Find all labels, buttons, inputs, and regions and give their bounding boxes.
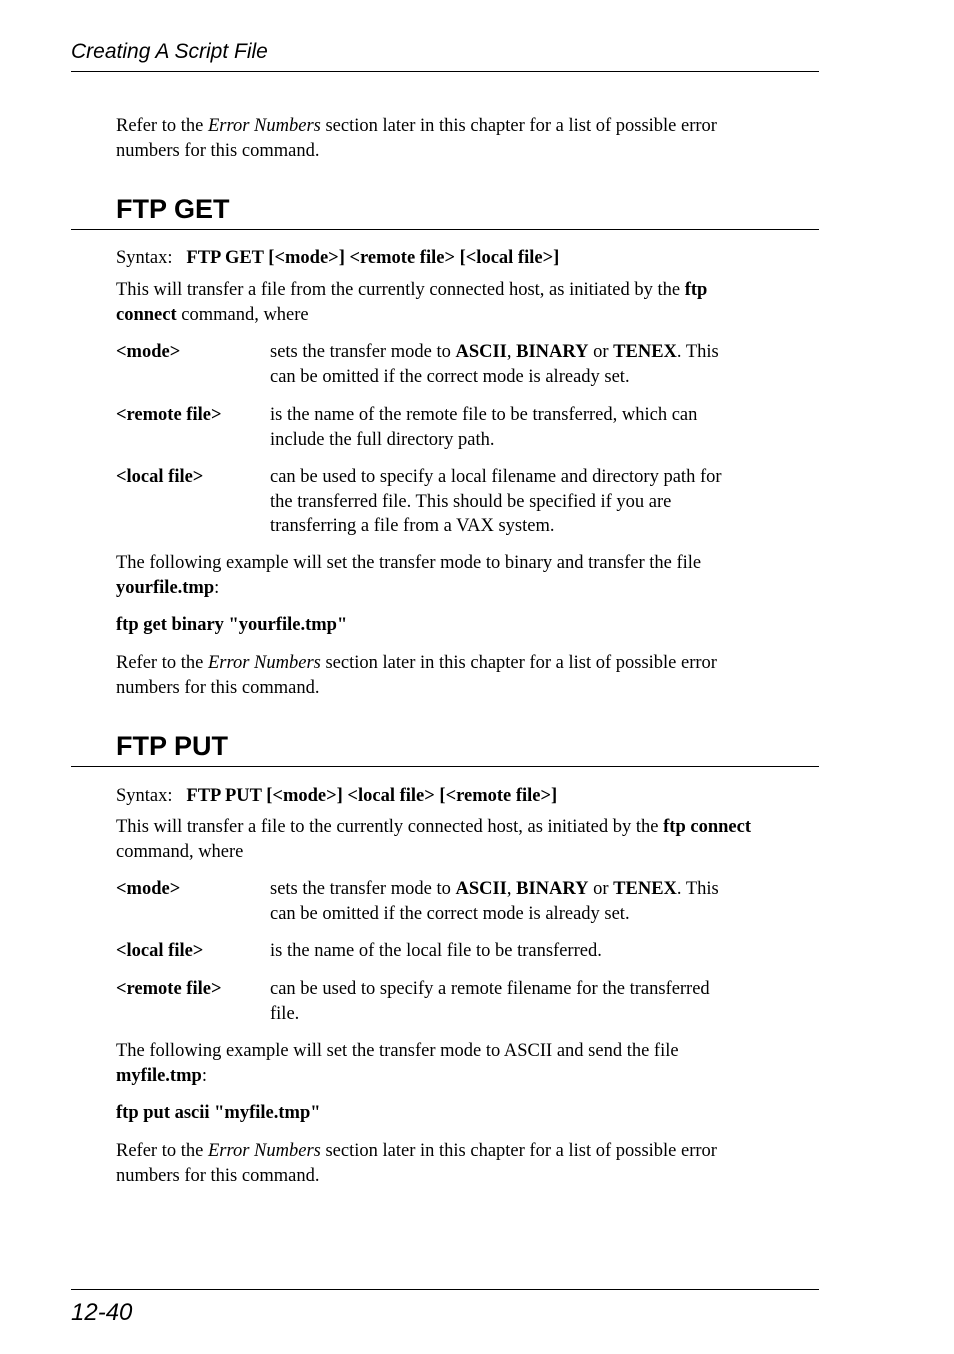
param-term-remote-file: <remote file>: [116, 405, 222, 425]
refer-paragraph-ftp-put: Refer to the Error Numbers section later in this chapter for a list of possible error numbers for this command.: [116, 1141, 717, 1186]
param-def-remote-file: can be used to specify a remote filename for the transferred file.: [270, 979, 710, 1024]
section-heading-ftp-get: FTP GET: [116, 194, 230, 224]
refer-paragraph-ftp-get: Refer to the Error Numbers section later in this chapter for a list of possible error numbers for this command.: [116, 653, 717, 698]
param-def-local-file: can be used to specify a local filename and directory path for the transferred file. This should be specified if you are transferring a file from a VAX system.: [270, 467, 722, 536]
param-term-remote-file: <remote file>: [116, 979, 222, 999]
header-rule: [71, 71, 819, 72]
param-term-mode: <mode>: [116, 879, 181, 899]
intro-paragraph: Refer to the Error Numbers section later in this chapter for a list of possible error numbers for this command.: [116, 116, 717, 161]
syntax-line-ftp-get: Syntax: FTP GET [<mode>] <remote file> [<local file>]: [116, 248, 560, 268]
param-def-remote-file: is the name of the remote file to be transferred, which can include the full directory path.: [270, 405, 698, 450]
example-command-ftp-get: ftp get binary "yourfile.tmp": [116, 615, 348, 635]
param-def-mode: sets the transfer mode to ASCII, BINARY or TENEX. This can be omitted if the correct mode is already set.: [270, 879, 719, 924]
syntax-line-ftp-put: Syntax: FTP PUT [<mode>] <local file> [<remote file>]: [116, 786, 558, 806]
section-rule-ftp-get: [71, 229, 819, 230]
param-term-local-file: <local file>: [116, 941, 204, 961]
example-command-ftp-put: ftp put ascii "myfile.tmp": [116, 1103, 321, 1123]
param-def-mode: sets the transfer mode to ASCII, BINARY or TENEX. This can be omitted if the correct mode is already set.: [270, 342, 719, 387]
param-term-local-file: <local file>: [116, 467, 204, 487]
section-heading-ftp-put: FTP PUT: [116, 731, 229, 761]
description-ftp-put: This will transfer a file to the currently connected host, as initiated by the ftp connect command, where: [116, 817, 751, 862]
example-intro-ftp-get: The following example will set the transfer mode to binary and transfer the file yourfile.tmp:: [116, 553, 702, 598]
param-def-local-file: is the name of the local file to be transferred.: [270, 941, 602, 961]
running-header: Creating A Script File: [71, 40, 268, 63]
section-rule-ftp-put: [71, 766, 819, 767]
param-term-mode: <mode>: [116, 342, 181, 362]
description-ftp-get: This will transfer a file from the currently connected host, as initiated by the ftp connect command, where: [116, 280, 708, 325]
page-number: 12-40: [71, 1299, 133, 1326]
footer-rule: [71, 1289, 819, 1290]
example-intro-ftp-put: The following example will set the transfer mode to ASCII and send the file myfile.tmp:: [116, 1041, 679, 1086]
